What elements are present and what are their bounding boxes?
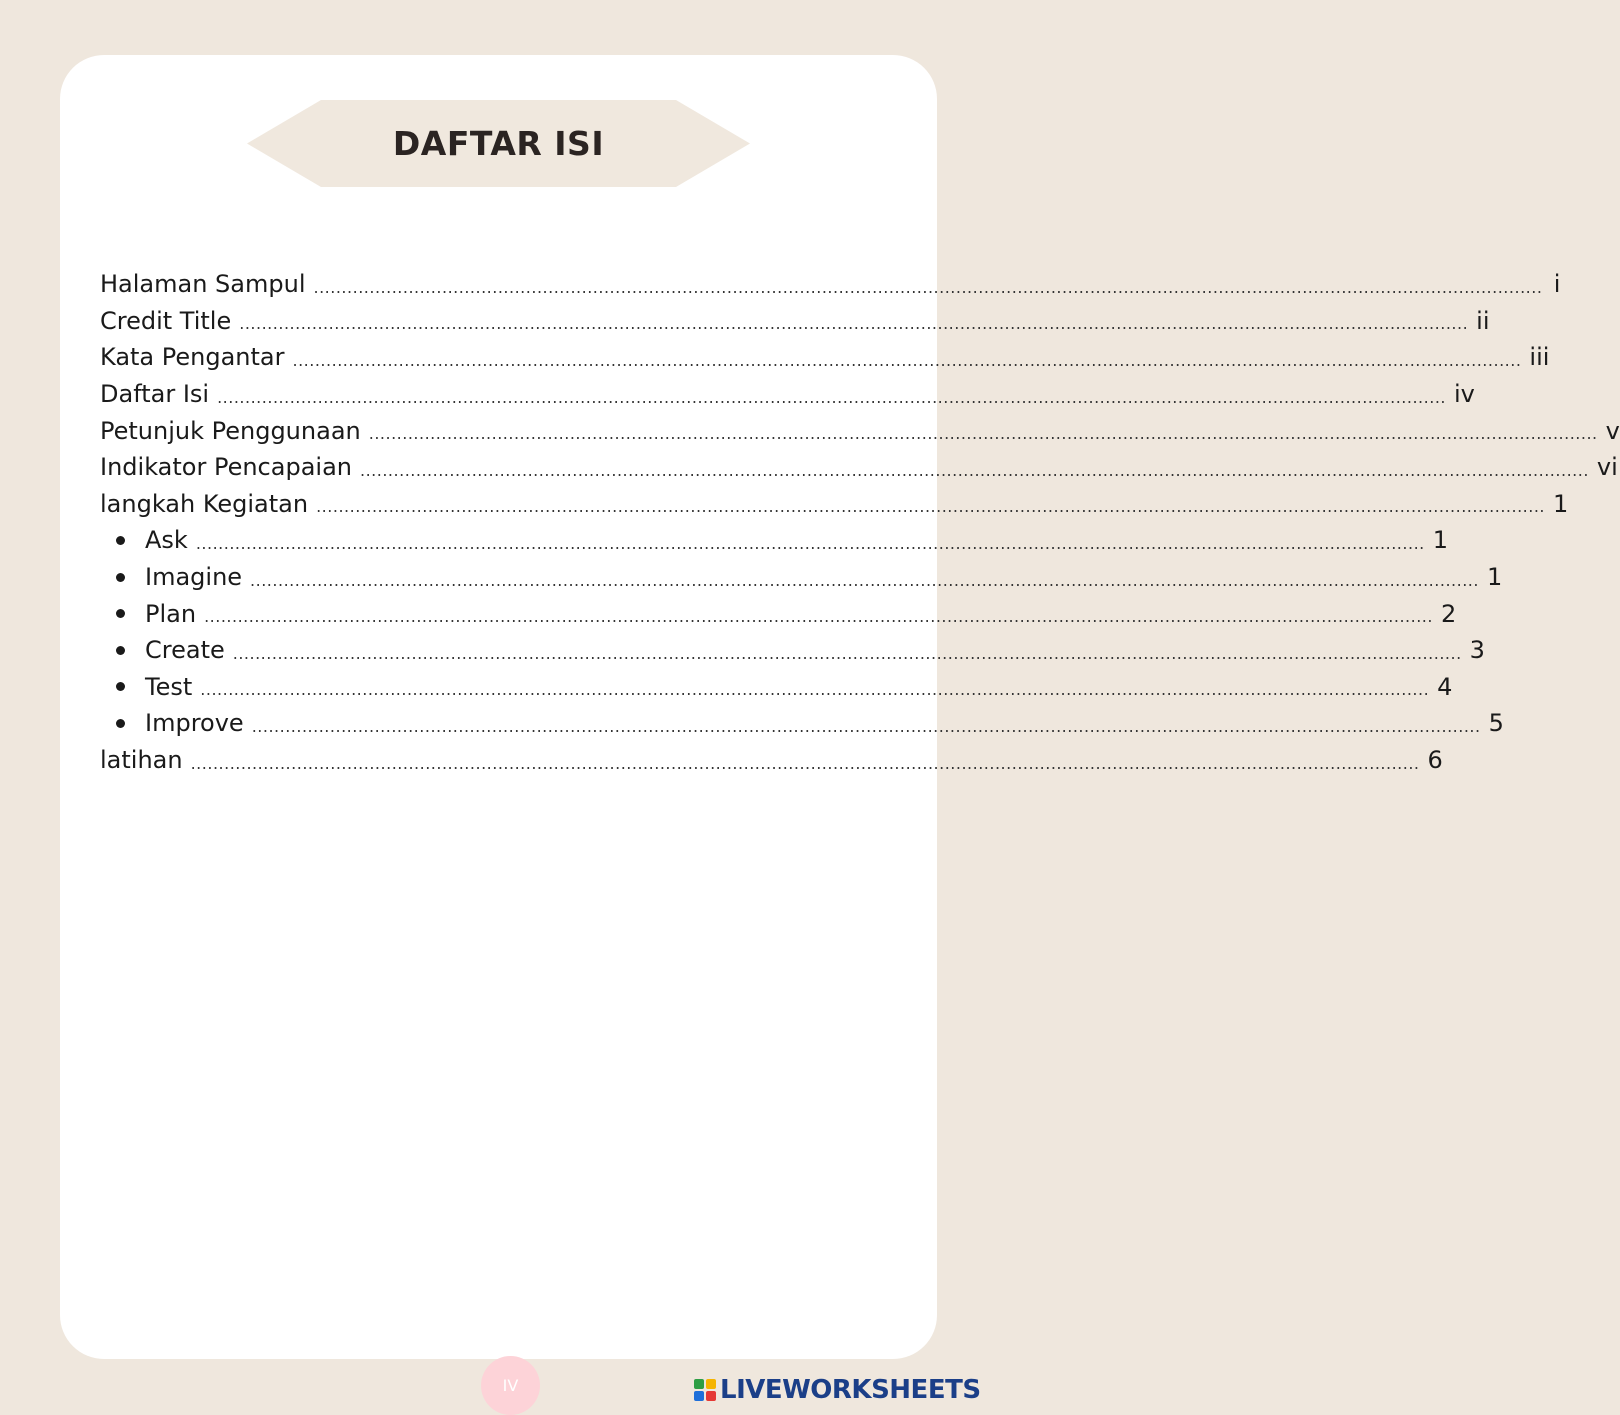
toc-leader-dots: ............................................................................................................................................................................................................................: [360, 460, 1589, 480]
toc-page-number: ii: [1476, 306, 1490, 335]
bullet-icon: [116, 719, 125, 728]
toc-page-number: 5: [1488, 709, 1504, 738]
toc-page-number: iii: [1529, 343, 1550, 372]
toc-page-number: 1: [1432, 526, 1449, 555]
bullet-icon: [116, 536, 125, 545]
toc-item: [100, 742, 1443, 779]
toc-label: Daftar Isi: [100, 380, 210, 409]
toc-subitem: [100, 632, 1485, 669]
toc-page-number: 1: [1486, 563, 1503, 592]
toc-leader-dots: ............................................................................................................................................................................................................................: [190, 753, 1420, 773]
toc-subitem: [100, 705, 1504, 742]
toc-page-number: i: [1553, 270, 1561, 299]
bullet-icon: [116, 573, 125, 582]
toc-page-number: 1: [1553, 489, 1569, 518]
toc-page-number: iv: [1453, 380, 1475, 409]
toc-item: [100, 266, 1561, 303]
page-card: [60, 55, 1620, 1359]
page-title: DAFTAR ISI: [392, 124, 605, 163]
toc-item: [100, 486, 1569, 523]
toc-leader-dots: ............................................................................................................................................................................................................................: [217, 387, 1446, 407]
toc-item: [100, 412, 1620, 449]
toc-leader-dots: ............................................................................................................................................................................................................................: [239, 314, 1469, 334]
toc-page-number: 4: [1437, 672, 1453, 701]
toc-leader-dots: ............................................................................................................................................................................................................................: [251, 716, 1481, 736]
toc-subitem: [100, 595, 1457, 632]
toc-label: Improve: [145, 709, 244, 738]
liveworksheets-mark-icon: [694, 1379, 716, 1401]
toc-page-number: 6: [1427, 746, 1443, 775]
toc-label: Indikator Pencapaian: [100, 453, 352, 482]
toc-leader-dots: ............................................................................................................................................................................................................................: [200, 680, 1430, 700]
toc-page-number: vi: [1596, 453, 1618, 482]
toc-label: langkah Kegiatan: [100, 489, 309, 518]
toc-label: Kata Pengantar: [100, 343, 285, 372]
toc-label: Test: [145, 672, 193, 701]
toc-label: Petunjuk Penggunaan: [100, 416, 361, 445]
toc-subitem: [100, 522, 1449, 559]
title-banner: [247, 100, 750, 187]
toc-page-number: 2: [1440, 599, 1457, 628]
toc-leader-dots: ............................................................................................................................................................................................................................: [316, 497, 1545, 517]
toc-leader-dots: ............................................................................................................................................................................................................................: [250, 570, 1479, 590]
toc-label: Credit Title: [100, 306, 232, 335]
liveworksheets-wordmark: LIVEWORKSHEETS: [720, 1375, 981, 1405]
bullet-icon: [116, 682, 125, 691]
toc-page-number: v: [1605, 416, 1620, 445]
toc-leader-dots: ............................................................................................................................................................................................................................: [292, 350, 1522, 370]
toc-leader-dots: ............................................................................................................................................................................................................................: [313, 277, 1543, 297]
toc-item: [100, 303, 1490, 340]
toc-item: [100, 339, 1550, 376]
bullet-icon: [116, 609, 125, 618]
toc-label: Imagine: [145, 563, 243, 592]
toc-leader-dots: ............................................................................................................................................................................................................................: [195, 533, 1425, 553]
toc-item: [100, 449, 1618, 486]
toc-subitem: [100, 669, 1453, 706]
toc-label: Ask: [145, 526, 188, 555]
toc-label: Halaman Sampul: [100, 270, 306, 299]
page-number-badge: IV: [481, 1356, 540, 1415]
toc-leader-dots: ............................................................................................................................................................................................................................: [204, 607, 1433, 627]
bullet-icon: [116, 646, 125, 655]
toc-subitem: [100, 559, 1503, 596]
toc-leader-dots: ............................................................................................................................................................................................................................: [368, 424, 1598, 444]
liveworksheets-logo: [694, 1375, 981, 1405]
toc-leader-dots: ............................................................................................................................................................................................................................: [232, 643, 1462, 663]
toc-label: Create: [145, 636, 225, 665]
toc-label: latihan: [100, 746, 183, 775]
toc-item: [100, 376, 1475, 413]
table-of-contents: [100, 266, 1620, 778]
toc-label: Plan: [145, 599, 197, 628]
toc-page-number: 3: [1469, 636, 1485, 665]
